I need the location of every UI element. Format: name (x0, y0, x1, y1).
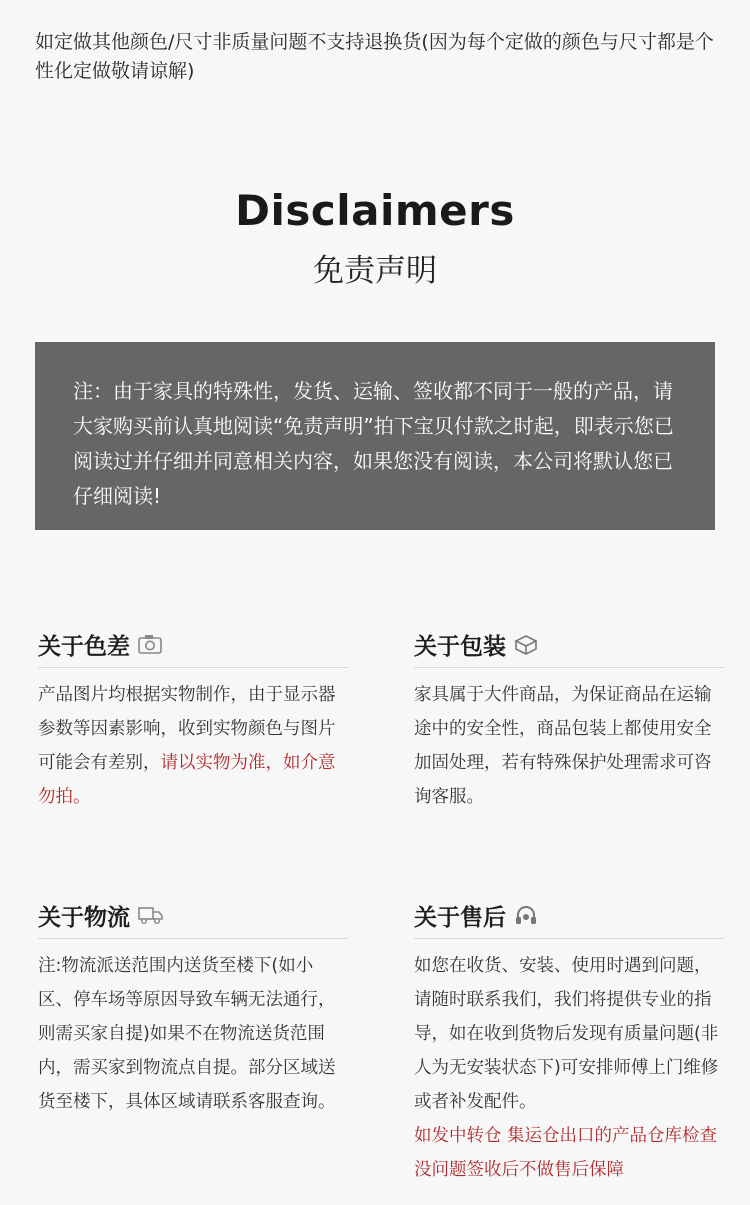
section-header (38, 898, 348, 932)
section-header (38, 627, 348, 661)
section-header (414, 898, 724, 932)
section-body (38, 949, 348, 1119)
notice-text: 注：由于家具的特殊性，发货、运输、签收都不同于一般的产品，请大家购买前认真地阅读“免责声明”拍下宝贝付款之时起，即表示您已阅读过并仔细并同意相关内容，如果您没有阅读，本公司将默认您已仔细阅读! (73, 379, 674, 508)
section-logistics (38, 898, 348, 1119)
divider (414, 667, 724, 668)
page-title-en: Disclaimers (235, 186, 515, 235)
section-title: 关于售后 (414, 904, 506, 931)
section-header (414, 627, 724, 661)
section-color-difference (38, 627, 348, 814)
section-packaging (414, 627, 724, 814)
body-text: 注:物流派送范围内送货至楼下(如小区、停车场等原因导致车辆无法通行，则需买家自提)如果不在物流送货范围内，需买家到物流点自提。部分区域送货至楼下，具体区域请联系客服查询。 (38, 956, 336, 1112)
warning-text: 如发中转仓 集运仓出口的产品仓库检查没问题签收后不做售后保障 (414, 1126, 718, 1180)
custom-order-note: 如定做其他颜色/尺寸非质量问题不支持退换货(因为每个定做的颜色与尺寸都是个性化定做敬请谅解) (35, 31, 714, 82)
body-text: 家具属于大件商品，为保证商品在运输途中的安全性，商品包装上都使用安全加固处理，若有特殊保护处理需求可咨询客服。 (414, 685, 712, 807)
warning-text: 请以实物为准，如介意勿拍。 (38, 753, 336, 807)
section-title: 关于色差 (38, 633, 130, 660)
package-icon (514, 634, 538, 654)
truck-icon (138, 905, 162, 925)
page-title-zh: 免责声明 (313, 253, 437, 289)
section-body (38, 678, 348, 814)
section-aftersales (414, 898, 724, 1187)
notice-box (35, 342, 715, 530)
divider (38, 667, 348, 668)
section-body (414, 678, 724, 814)
divider (38, 938, 348, 939)
headset-icon (514, 905, 538, 925)
camera-icon (138, 634, 162, 654)
section-title: 关于包装 (414, 633, 506, 660)
section-title: 关于物流 (38, 904, 130, 931)
divider (414, 938, 724, 939)
body-text: 如您在收货、安装、使用时遇到问题，请随时联系我们，我们将提供专业的指导，如在收到货物后发现有质量问题(非人为无安装状态下)可安排师傅上门维修或者补发配件。 (414, 956, 719, 1112)
body-text: 产品图片均根据实物制作，由于显示器参数等因素影响，收到实物颜色与图片可能会有差别， (38, 685, 336, 773)
section-body (414, 949, 724, 1187)
